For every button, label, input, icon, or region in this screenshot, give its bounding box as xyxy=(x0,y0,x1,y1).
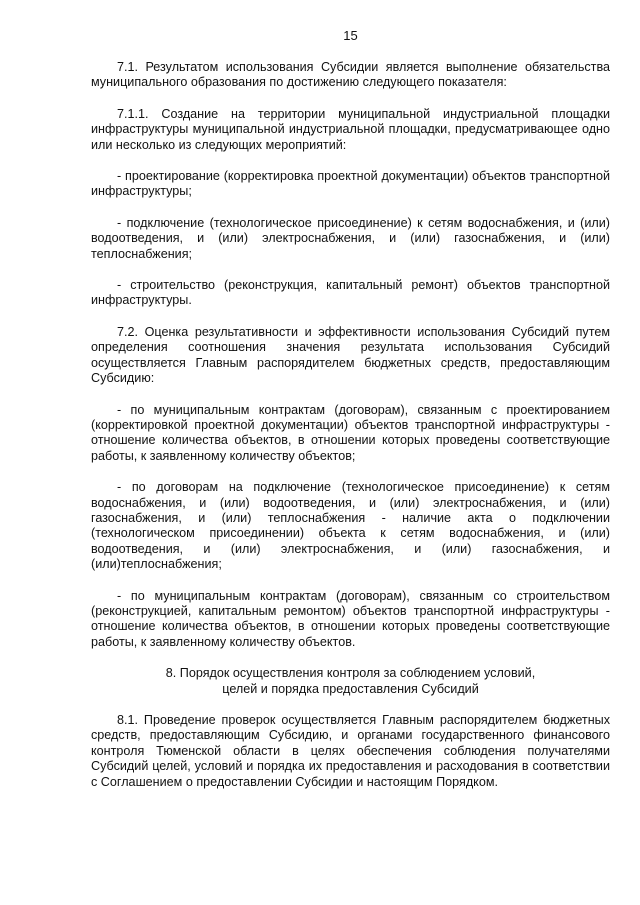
section-heading-line-2: целей и порядка предоставления Субсидий xyxy=(222,681,479,696)
page-number: 15 xyxy=(343,28,358,43)
section-heading-8 xyxy=(91,666,610,697)
list-item-design: - проектирование (корректировка проектной документации) объектов транспортной инфраструктуры; xyxy=(91,169,610,199)
list-item-connection: - подключение (технологическое присоединение) к сетям водоснабжения, и (или) водоотведения, и (или) электроснабжения, и (или) газоснабжения, и (или) теплоснабжения; xyxy=(91,215,610,261)
section-heading-line-1: 8. Порядок осуществления контроля за соблюдением условий, xyxy=(165,666,536,681)
list-item-connection-contracts: - по договорам на подключение (технологическое присоединение) к сетям водоснабжения, и (или) водоотведения, и (или) электроснабжения, и (или) газоснабжения, и (или) теплоснабжения - наличие акта о подключении (технологическом присоединении) объекта к сетям водоснабжения, и (или) водоотведения, и (или) электроснабжения, и (или) газоснабжения, и (или)теплоснабжения; xyxy=(91,480,610,572)
paragraph-7-1-1: 7.1.1. Создание на территории муниципальной индустриальной площадки инфраструктуры муниципальной индустриальной площадки, предусматривающее одно или несколько из следующих мероприятий: xyxy=(91,106,610,152)
paragraph-8-1: 8.1. Проведение проверок осуществляется Главным распорядителем бюджетных средств, предоставляющим Субсидию, и органами государственного финансового контроля Тюменской области в целях обеспечения соблюдения получателями Субсидий целей, условий и порядка их предоставления и расходования в соответствии с Соглашением о предоставлении Субсидии и настоящим Порядком. xyxy=(91,713,610,789)
paragraph-7-1: 7.1. Результатом использования Субсидии является выполнение обязательства муниципального образования по достижению следующего показателя: xyxy=(91,60,610,90)
list-item-design-contracts: - по муниципальным контрактам (договорам), связанным с проектированием (корректировкой проектной документации) объектов транспортной инфраструктуры - отношение количества объектов, в отношении которых проведены соответствующие работы, к заявленному количеству объектов; xyxy=(91,402,610,463)
document-page xyxy=(91,28,610,806)
list-item-construction: - строительство (реконструкция, капитальный ремонт) объектов транспортной инфраструктуры. xyxy=(91,278,610,308)
paragraph-7-2: 7.2. Оценка результативности и эффективности использования Субсидий путем определения соотношения значения результата использования Субсидий осуществляется Главным распорядителем бюджетных средств, предоставляющим Субсидию: xyxy=(91,324,610,386)
list-item-construction-contracts: - по муниципальным контрактам (договорам), связанным со строительством (реконструкцией, капитальным ремонтом) объектов транспортной инфраструктуры - отношение количества объектов, в отношении которых проведены соответствующие работы, к заявленному количеству объектов. xyxy=(91,588,610,649)
